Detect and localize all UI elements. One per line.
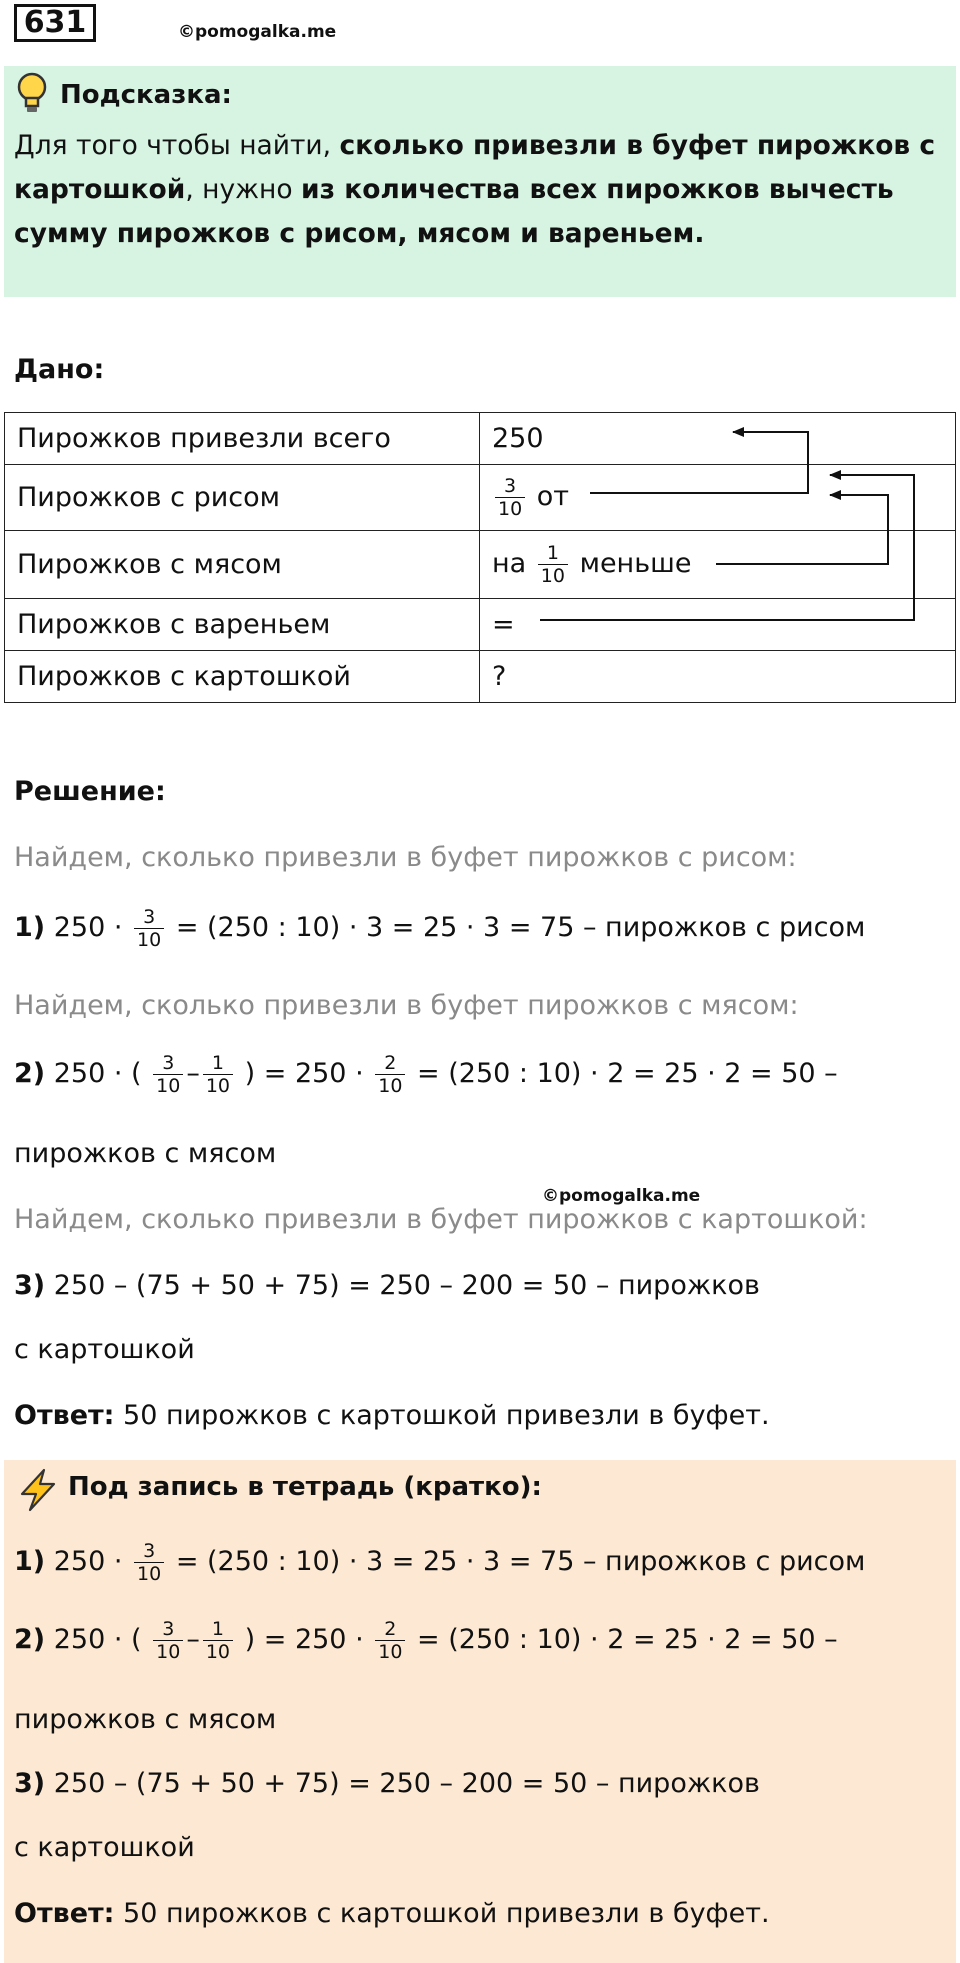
note-answer: Ответ: 50 пирожков с картошкой привезли в буфет. xyxy=(14,1898,770,1929)
hint-title: Подсказка: xyxy=(60,80,232,110)
row-value: = xyxy=(480,599,956,651)
row-label: Пирожков привезли всего xyxy=(5,413,480,465)
watermark: ©pomogalka.me xyxy=(542,1186,701,1206)
note-step-2-continued: пирожков с мясом xyxy=(14,1704,277,1735)
fraction: $\frac{1}{10}$ xyxy=(538,542,568,587)
task-number: 631 xyxy=(14,4,96,42)
fraction: $\frac{2}{10}$ xyxy=(375,1618,405,1663)
note-step-1: 1) 250 · $\frac{3}{10}$ = (250 : 10) · 3 = 25 · 3 = 75 – пирожков с рисом xyxy=(14,1540,866,1585)
step-2-continued: пирожков с мясом xyxy=(14,1138,277,1169)
step-1: 1) 250 · $\frac{3}{10}$ = (250 : 10) · 3 = 25 · 3 = 75 – пирожков с рисом xyxy=(14,906,866,951)
solution-intro-potato: Найдем, сколько привезли в буфет пирожков с картошкой: xyxy=(14,1204,868,1235)
fraction: $\frac{3}{10}$ xyxy=(134,906,164,951)
solution-intro-meat: Найдем, сколько привезли в буфет пирожков с мясом: xyxy=(14,990,799,1021)
lightning-icon xyxy=(16,1468,60,1512)
fraction: $\frac{1}{10}$ xyxy=(203,1052,233,1097)
row-value: на $\frac{1}{10}$ меньше xyxy=(480,531,956,599)
row-label: Пирожков с мясом xyxy=(5,531,480,599)
given-title: Дано: xyxy=(14,354,105,385)
notebook-title: Под запись в тетрадь (кратко): xyxy=(68,1472,542,1502)
fraction: $\frac{1}{10}$ xyxy=(203,1618,233,1663)
hint-text: Для того чтобы найти, сколько привезли в буфет пирожков с картошкой, нужно из количества всех пирожков вычесть сумму пирожков с рисом, мясом и вареньем. xyxy=(14,130,936,249)
row-value: $\frac{3}{10}$ от xyxy=(480,465,956,531)
note-step-3-continued: с картошкой xyxy=(14,1832,195,1863)
step-2: 2) 250 · ( $\frac{3}{10}$ – $\frac{1}{10}$ ) = 250 · $\frac{2}{10}$ = (250 : 10) · 2 = 25 · 2 = 50 – xyxy=(14,1052,838,1097)
watermark: ©pomogalka.me xyxy=(178,22,337,42)
note-step-2: 2) 250 · ( $\frac{3}{10}$ – $\frac{1}{10}$ ) = 250 · $\frac{2}{10}$ = (250 : 10) · 2 = 25 · 2 = 50 – xyxy=(14,1618,838,1663)
solution-intro-rice: Найдем, сколько привезли в буфет пирожков с рисом: xyxy=(14,842,797,873)
fraction: $\frac{3}{10}$ xyxy=(153,1052,183,1097)
fraction: $\frac{3}{10}$ xyxy=(134,1540,164,1585)
answer: Ответ: 50 пирожков с картошкой привезли в буфет. xyxy=(14,1400,770,1431)
row-label: Пирожков с вареньем xyxy=(5,599,480,651)
step-3: 3) 250 – (75 + 50 + 75) = 250 – 200 = 50 – пирожков xyxy=(14,1270,760,1301)
fraction: $\frac{3}{10}$ xyxy=(495,475,525,520)
row-label: Пирожков с рисом xyxy=(5,465,480,531)
fraction: $\frac{3}{10}$ xyxy=(153,1618,183,1663)
row-value: 250 xyxy=(480,413,956,465)
row-value: ? xyxy=(480,651,956,703)
step-3-continued: с картошкой xyxy=(14,1334,195,1365)
relation-arrows xyxy=(0,0,960,700)
row-label: Пирожков с картошкой xyxy=(5,651,480,703)
note-step-3: 3) 250 – (75 + 50 + 75) = 250 – 200 = 50 – пирожков xyxy=(14,1768,760,1799)
solution-title: Решение: xyxy=(14,776,166,807)
fraction: $\frac{2}{10}$ xyxy=(375,1052,405,1097)
